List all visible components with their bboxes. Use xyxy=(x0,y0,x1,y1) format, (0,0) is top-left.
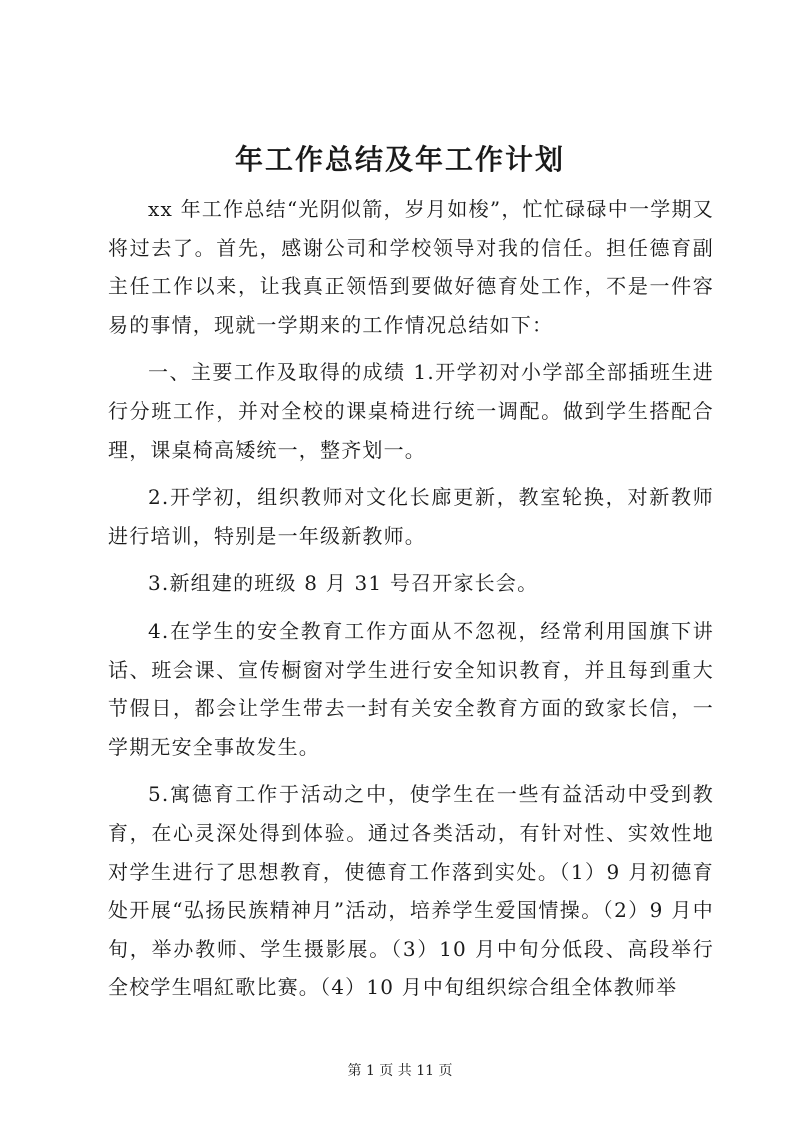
document-title: 年工作总结及年工作计划 xyxy=(234,143,565,176)
page-footer: 第 1 页 共 11 页 xyxy=(347,1063,453,1079)
paragraph-item-2: 2.开学初，组织教师对文化长廊更新，教室轮换，对新教师进行培训，特别是一年级新教师。 xyxy=(108,485,714,548)
paragraph-item-4: 4.在学生的安全教育工作方面从不忽视，经常利用国旗下讲话、班会课、宣传橱窗对学生进行安全知识教育，并且每到重大节假日，都会让学生带去一封有关安全教育方面的致家长信，一学期无安全事故发生。 xyxy=(108,618,714,759)
document-body xyxy=(108,190,714,1016)
paragraph-item-5: 5.寓德育工作于活动之中，使学生在一些有益活动中受到教育，在心灵深处得到体验。通过各类活动，有针对性、实效性地对学生进行了思想教育，使德育工作落到实处。（1）9 月初德育处开展“弘扬民族精神月”活动，培养学生爱国情操。（2）9 月中旬，举办教师、学生摄影展。（3）10 月中旬分低段、高段举行全校学生唱紅歌比赛。（4）10 月中旬组织综合组全体教师举 xyxy=(108,782,714,1000)
paragraph-item-3: 3.新组建的班级 8 月 31 号召开家长会。 xyxy=(148,571,539,596)
paragraph-intro: xx 年工作总结“光阴似箭，岁月如梭”，忙忙碌碌中一学期又将过去了。首先，感谢公司和学校领导对我的信任。担任德育副主任工作以来，让我真正领悟到要做好德育处工作，不是一件容易的事情，现就一学期来的工作情况总结如下： xyxy=(108,197,714,337)
paragraph-section-1: 一、主要工作及取得的成绩 1.开学初对小学部全部插班生进行分班工作，并对全校的课桌椅进行统一调配。做到学生搭配合理，课桌椅高矮统一，整齐划一。 xyxy=(108,360,714,462)
